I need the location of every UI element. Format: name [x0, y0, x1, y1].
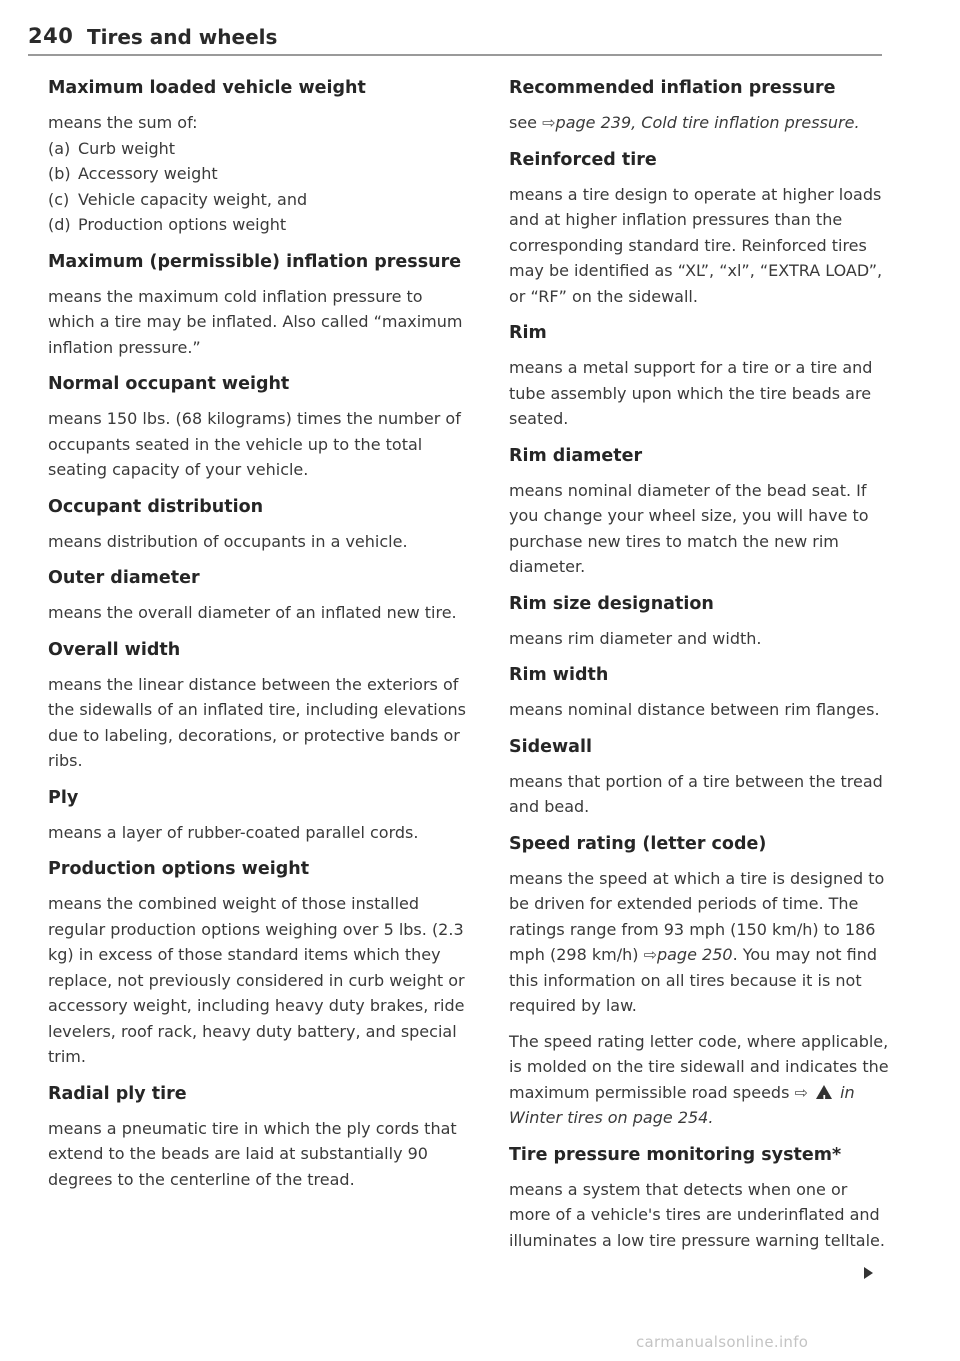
weight-components-list [48, 136, 468, 238]
term-ply: Ply [48, 787, 79, 808]
term-rim-diameter: Rim diameter [509, 445, 643, 466]
term-speed-rating: Speed rating (letter code) [509, 833, 767, 854]
list-item: (c) Vehicle capacity weight, and [48, 189, 308, 209]
term-reinforced-tire: Reinforced tire [509, 149, 657, 170]
term-tpms: Tire pressure monitoring system* [509, 1144, 842, 1165]
term-normal-occupant-weight: Normal occupant weight [48, 374, 290, 394]
term-radial-ply-tire: Radial ply tire [48, 1083, 187, 1104]
definition-text: means the linear distance between the exteriors of the sidewalls of an inflated tire, including elevations due to labeling, decorations, or protective bands or ribs. [48, 674, 466, 770]
term-max-inflation-pressure: Maximum (permissible) inflation pressure [48, 251, 462, 272]
definition-text: means distribution of occupants in a vehicle. [48, 531, 408, 551]
term-production-options-weight: Production options weight [48, 859, 310, 879]
watermark: carmanualsonline.info [636, 1333, 809, 1351]
term-rim-size-designation: Rim size designation [509, 593, 714, 614]
definition-text: means 150 lbs. (68 kilograms) times the number of occupants seated in the vehicle up to the total seating capacity of your vehicle. [48, 409, 461, 479]
left-column [48, 76, 468, 1192]
xref-arrow-icon: ⇨ [643, 945, 657, 964]
list-item: (a) Curb weight [48, 138, 176, 158]
page-number: 240 [28, 24, 74, 48]
definition-text: The speed rating letter code, where applicable, is molded on the tire sidewall and indicates the maximum permissible road speeds ⇨ ! in Winter tires on page 254. [509, 1029, 889, 1131]
term-overall-width: Overall width [48, 639, 181, 660]
list-item: (d) Production options weight [48, 215, 287, 234]
right-column [509, 76, 889, 1253]
term-recommended-inflation-pressure: Recommended inflation pressure [509, 78, 836, 98]
definition-text: means a pneumatic tire in which the ply cords that extend to the beads are laid at substantially 90 degrees to the centerline of the tread. [48, 1118, 457, 1189]
definition-text: means a layer of rubber-coated parallel cords. [48, 822, 419, 842]
xref-link[interactable]: page 239, Cold tire inflation pressure [555, 113, 855, 132]
definition-text: means that portion of a tire between the tread and bead. [509, 771, 883, 816]
definition-text: means a metal support for a tire or a tire and tube assembly upon which the tire beads are seated. [509, 358, 873, 428]
warning-triangle-icon [816, 1085, 832, 1099]
term-rim-width: Rim width [509, 665, 609, 685]
page-header [28, 22, 882, 56]
definition-text: means the speed at which a tire is designed to be driven for extended periods of time. The ratings range from 93 mph (150 km/h) to 186 mph (298 km/h) ⇨page 250. You may not find this information on all tires because it is not required by law. [509, 868, 885, 1015]
definition-text: means the overall diameter of an inflated new tire. [48, 603, 457, 622]
definition-text: means nominal distance between rim flanges. [509, 700, 880, 719]
xref-link[interactable]: in Winter tires on page 254 [509, 1082, 855, 1127]
xref-arrow-icon: ⇨ [542, 113, 556, 132]
definition-text: means a tire design to operate at higher loads and at higher inflation pressures than the corresponding standard tire. Reinforced tires may be identified as “XL”, “xl”, “EXTRA LOAD”, or “RF” on the sidewall. [509, 184, 883, 306]
definition-text: means the sum of: [48, 113, 198, 132]
definition-text: means the maximum cold inflation pressure to which a tire may be inflated. Also called “maximum inflation pressure.” [48, 286, 463, 357]
continue-arrow-icon [864, 1267, 873, 1279]
xref-arrow-icon: ⇨ [794, 1082, 808, 1102]
definition-text: means a system that detects when one or more of a vehicle's tires are underinflated and illuminates a low tire pressure warning telltale. [509, 1179, 885, 1250]
section-title: Tires and wheels [87, 25, 278, 49]
definition-text: means nominal diameter of the bead seat. If you change your wheel size, you will have to purchase new tires to match the new rim diameter. [509, 480, 869, 576]
list-item: (b) Accessory weight [48, 164, 218, 183]
term-sidewall: Sidewall [509, 736, 592, 757]
definition-text: means the combined weight of those installed regular production options weighing over 5 lbs. (2.3 kg) in excess of those standard items which they replace, not previously considered in curb weight or accessory weight, including heavy duty brakes, ride levelers, roof rack, heavy duty battery, and special trim. [48, 894, 465, 1066]
definition-text: means rim diameter and width. [509, 628, 762, 648]
term-outer-diameter: Outer diameter [48, 568, 200, 588]
term-rim: Rim [509, 323, 547, 343]
term-max-loaded-weight: Maximum loaded vehicle weight [48, 78, 366, 98]
xref-link[interactable]: page 250 [656, 945, 733, 964]
definition-text: see ⇨page 239, Cold tire inflation pressure. [509, 113, 860, 132]
term-occupant-distribution: Occupant distribution [48, 496, 264, 517]
